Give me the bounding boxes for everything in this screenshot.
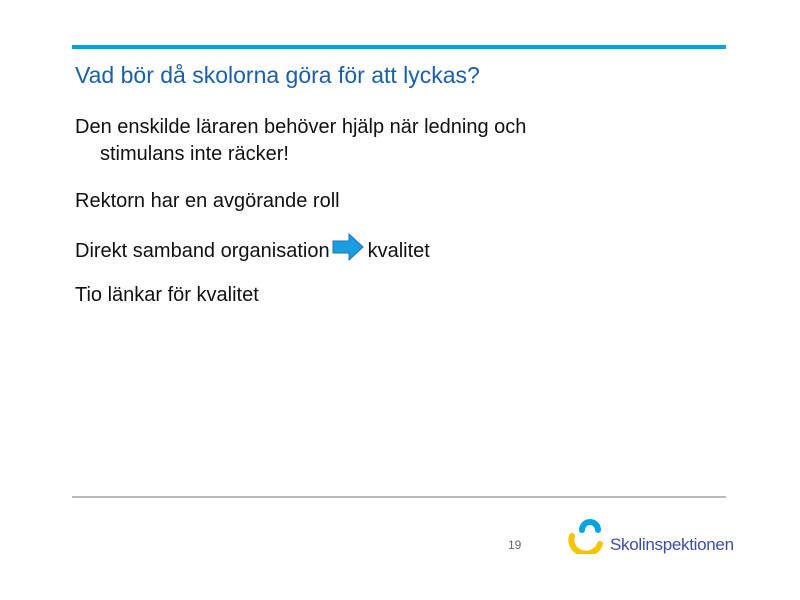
bullet-1-line-2: stimulans inte räcker! <box>100 143 289 165</box>
header-rule <box>72 45 726 49</box>
bullet-1-line-1: Den enskilde läraren behöver hjälp när ledning och <box>75 116 527 138</box>
right-arrow-icon <box>332 233 364 269</box>
bullet-2: Rektorn har en avgörande roll <box>75 190 340 212</box>
bullet-1 <box>75 114 526 168</box>
slide-title: Vad bör då skolorna göra för att lyckas? <box>75 62 480 88</box>
skolinspektionen-logo <box>568 514 734 559</box>
bullet-3-left-text: Direkt samband organisation <box>75 239 330 262</box>
bullet-3-right-text: kvalitet <box>367 239 430 262</box>
page-number: 19 <box>508 538 522 552</box>
skolinspektionen-logo-icon <box>568 514 608 559</box>
logo-text: Skolinspektionen <box>610 535 734 554</box>
footer-rule <box>72 496 726 498</box>
bullet-3 <box>75 233 430 269</box>
bullet-4: Tio länkar för kvalitet <box>75 284 259 306</box>
